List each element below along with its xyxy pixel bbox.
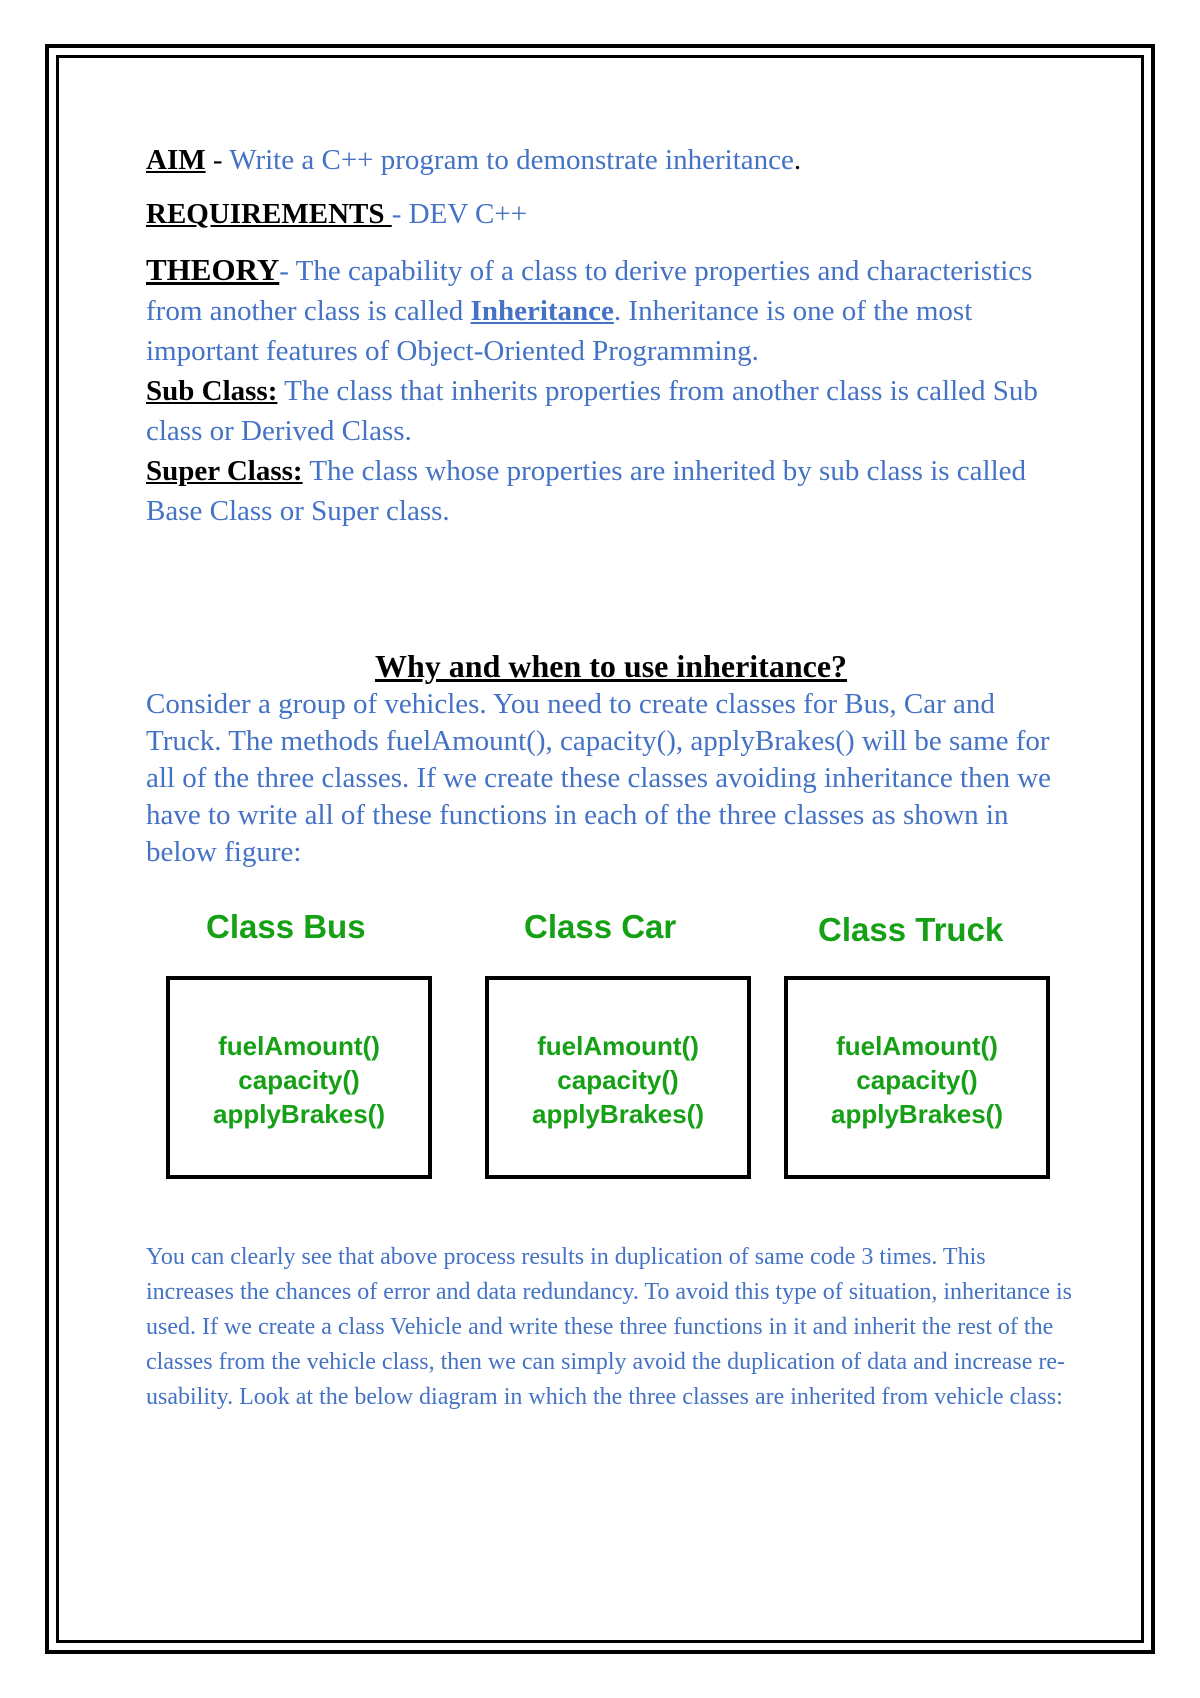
bottom-paragraph: You can clearly see that above process results in duplication of same code 3 times. This increases the chances of error and data redundancy. To avoid this type of situation, inheritance is used. If we create a class Vehicle and write these three functions in it and inherit the rest of the classes from the vehicle class, then we can simply avoid the duplication of data and increase re-usability. Look at the below diagram in which the three classes are inherited from vehicle class: <box>146 1244 1072 1410</box>
sub-class-label: Sub Class: <box>146 375 278 407</box>
section-title: Why and when to use inheritance? <box>374 648 848 684</box>
theory-paragraph <box>146 250 1076 371</box>
sub-class-text: The class that inherits properties from another class is called Sub class or Derived Class. <box>146 375 1038 447</box>
class-truck-title: Class Truck <box>818 911 1004 948</box>
requirements-line <box>146 194 1076 234</box>
class-truck-box <box>784 976 1050 1179</box>
class-bus-box <box>166 976 432 1179</box>
consider-paragraph: Consider a group of vehicles. You need to create classes for Bus, Car and Truck. The methods fuelAmount(), capacity(), applyBrakes() will be same for all of the three classes. If we create these classes avoiding inheritance then we have to write all of these functions in each of the three classes as shown in below figure: <box>146 688 1052 868</box>
requirements-text: DEV C++ <box>408 198 528 230</box>
theory-text-before: - The capability of a class to derive properties and characteristics from another class is called <box>146 255 1033 327</box>
method-apply-brakes: applyBrakes() <box>532 1098 704 1129</box>
aim-text: Write a C++ program to demonstrate inheritance <box>229 144 794 176</box>
method-fuel-amount: fuelAmount() <box>836 1030 998 1061</box>
aim-separator: - <box>205 144 230 176</box>
class-bus-title: Class Bus <box>206 908 366 945</box>
method-fuel-amount: fuelAmount() <box>218 1030 380 1061</box>
aim-end: . <box>793 144 802 176</box>
intro-section <box>146 140 1076 531</box>
requirements-label: REQUIREMENTS <box>146 198 392 230</box>
method-apply-brakes: applyBrakes() <box>831 1098 1003 1129</box>
aim-label: AIM <box>146 144 206 176</box>
inheritance-term: Inheritance <box>470 295 614 327</box>
requirements-separator: - <box>391 198 409 230</box>
method-fuel-amount: fuelAmount() <box>537 1030 699 1061</box>
theory-block <box>146 250 1076 531</box>
aim-line <box>146 140 1076 180</box>
class-car-title: Class Car <box>524 908 677 945</box>
method-capacity: capacity() <box>238 1064 360 1095</box>
super-class-label: Super Class: <box>146 455 303 487</box>
method-capacity: capacity() <box>557 1064 679 1095</box>
class-car-box <box>485 976 751 1179</box>
super-class-paragraph <box>146 451 1076 531</box>
theory-label: THEORY <box>146 252 280 287</box>
sub-class-paragraph <box>146 371 1076 451</box>
method-apply-brakes: applyBrakes() <box>213 1098 385 1129</box>
method-capacity: capacity() <box>856 1064 978 1095</box>
theory-text-after: . Inheritance is one of the most important features of Object-Oriented Programming. <box>146 295 973 367</box>
super-class-text: The class whose properties are inherited by sub class is called Base Class or Super class. <box>146 455 1027 527</box>
